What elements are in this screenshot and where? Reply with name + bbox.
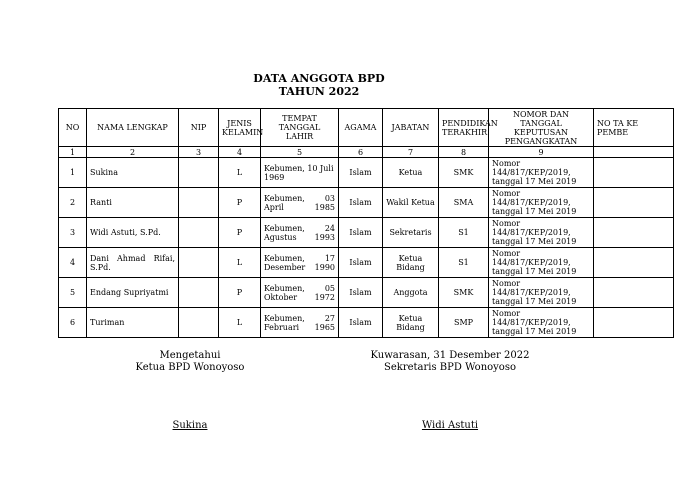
header-jabatan: JABATAN	[383, 109, 439, 147]
cell-agama: Islam	[339, 278, 383, 308]
signature-block-left	[120, 350, 260, 374]
cell-sk2	[594, 308, 674, 338]
members-table-container	[58, 108, 639, 336]
cell-pendidikan: SMP	[439, 308, 489, 338]
signature-block-right	[360, 350, 540, 374]
cell-nama: Endang Supriyatmi	[87, 278, 179, 308]
document-title: DATA ANGGOTA BPD	[253, 72, 385, 85]
col-num: 8	[439, 147, 489, 158]
signature-right-line2: Sekretaris BPD Wonoyoso	[384, 362, 516, 373]
cell-pendidikan: SMA	[439, 188, 489, 218]
header-jenis-kelamin: JENIS KELAMIN	[219, 109, 261, 147]
cell-pendidikan: SMK	[439, 278, 489, 308]
header-row	[59, 109, 674, 147]
cell-nama: Widi Astuti, S.Pd.	[87, 218, 179, 248]
table-row	[59, 188, 674, 218]
cell-agama: Islam	[339, 158, 383, 188]
col-num: 1	[59, 147, 87, 158]
cell-sk: Nomor 144/817/KEP/2019, tanggal 17 Mei 2019	[489, 188, 594, 218]
cell-jabatan: Ketua	[383, 158, 439, 188]
cell-no: 6	[59, 308, 87, 338]
cell-nip	[179, 158, 219, 188]
header-ttl: TEMPAT TANGGAL LAHIR	[261, 109, 339, 147]
cell-nama: Dani Ahmad Rifai, S.Pd.	[87, 248, 179, 278]
cell-sk2	[594, 158, 674, 188]
cell-jk: L	[219, 248, 261, 278]
cell-sk2	[594, 218, 674, 248]
col-num: 4	[219, 147, 261, 158]
cell-jk: L	[219, 308, 261, 338]
signatory-name-left: Sukina	[172, 420, 208, 431]
cell-ttl: Kebumen, 03 April 1985	[261, 188, 339, 218]
cell-no: 4	[59, 248, 87, 278]
col-num: 9	[489, 147, 594, 158]
cell-no: 5	[59, 278, 87, 308]
cell-jabatan: Anggota	[383, 278, 439, 308]
col-num: 3	[179, 147, 219, 158]
col-num: 7	[383, 147, 439, 158]
cell-ttl: Kebumen, 27 Februari 1965	[261, 308, 339, 338]
table-row	[59, 248, 674, 278]
cell-nip	[179, 248, 219, 278]
cell-sk2	[594, 188, 674, 218]
header-sk2: NO TA KE PEMBE	[594, 109, 674, 147]
cell-sk: Nomor 144/817/KEP/2019, tanggal 17 Mei 2019	[489, 248, 594, 278]
cell-no: 3	[59, 218, 87, 248]
cell-jk: P	[219, 218, 261, 248]
table-row	[59, 278, 674, 308]
cell-sk: Nomor 144/817/KEP/2019, tanggal 17 Mei 2019	[489, 158, 594, 188]
cell-sk2	[594, 248, 674, 278]
cell-agama: Islam	[339, 218, 383, 248]
cell-ttl: Kebumen, 24 Agustus 1993	[261, 218, 339, 248]
cell-nama: Ranti	[87, 188, 179, 218]
cell-pendidikan: S1	[439, 218, 489, 248]
col-num	[594, 147, 674, 158]
header-sk: NOMOR DAN TANGGAL KEPUTUSAN PENGANGKATAN	[489, 109, 594, 147]
cell-pendidikan: SMK	[439, 158, 489, 188]
cell-jabatan: Wakil Ketua	[383, 188, 439, 218]
cell-agama: Islam	[339, 188, 383, 218]
cell-ttl: Kebumen, 17 Desember 1990	[261, 248, 339, 278]
header-no: NO	[59, 109, 87, 147]
col-num: 5	[261, 147, 339, 158]
cell-jabatan: Ketua Bidang	[383, 248, 439, 278]
document-subtitle: TAHUN 2022	[278, 85, 360, 98]
cell-sk: Nomor 144/817/KEP/2019, tanggal 17 Mei 2019	[489, 278, 594, 308]
column-number-row	[59, 147, 674, 158]
cell-ttl: Kebumen, 05 Oktober 1972	[261, 278, 339, 308]
header-nip: NIP	[179, 109, 219, 147]
cell-sk2	[594, 278, 674, 308]
header-agama: AGAMA	[339, 109, 383, 147]
cell-jk: P	[219, 188, 261, 218]
cell-pendidikan: S1	[439, 248, 489, 278]
cell-sk: Nomor 144/817/KEP/2019, tanggal 17 Mei 2019	[489, 308, 594, 338]
cell-jabatan: Ketua Bidang	[383, 308, 439, 338]
cell-jabatan: Sekretaris	[383, 218, 439, 248]
cell-sk: Nomor 144/817/KEP/2019, tanggal 17 Mei 2019	[489, 218, 594, 248]
table-row	[59, 308, 674, 338]
cell-agama: Islam	[339, 248, 383, 278]
cell-nama: Turiman	[87, 308, 179, 338]
cell-nama: Sukina	[87, 158, 179, 188]
cell-no: 1	[59, 158, 87, 188]
signatory-name-right: Widi Astuti	[421, 420, 479, 431]
cell-nip	[179, 278, 219, 308]
table-row	[59, 158, 674, 188]
cell-jk: L	[219, 158, 261, 188]
col-num: 2	[87, 147, 179, 158]
signature-right-line1: Kuwarasan, 31 Desember 2022	[370, 350, 530, 361]
header-pendidikan: PENDIDIKAN TERAKHIR	[439, 109, 489, 147]
cell-jk: P	[219, 278, 261, 308]
signature-left-line2: Ketua BPD Wonoyoso	[135, 362, 245, 373]
table-row	[59, 218, 674, 248]
signature-left-line1: Mengetahui	[159, 350, 221, 361]
cell-ttl: Kebumen, 10 Juli 1969	[261, 158, 339, 188]
cell-nip	[179, 308, 219, 338]
cell-agama: Islam	[339, 308, 383, 338]
members-table	[58, 108, 674, 338]
header-nama: NAMA LENGKAP	[87, 109, 179, 147]
cell-nip	[179, 188, 219, 218]
col-num: 6	[339, 147, 383, 158]
cell-no: 2	[59, 188, 87, 218]
cell-nip	[179, 218, 219, 248]
